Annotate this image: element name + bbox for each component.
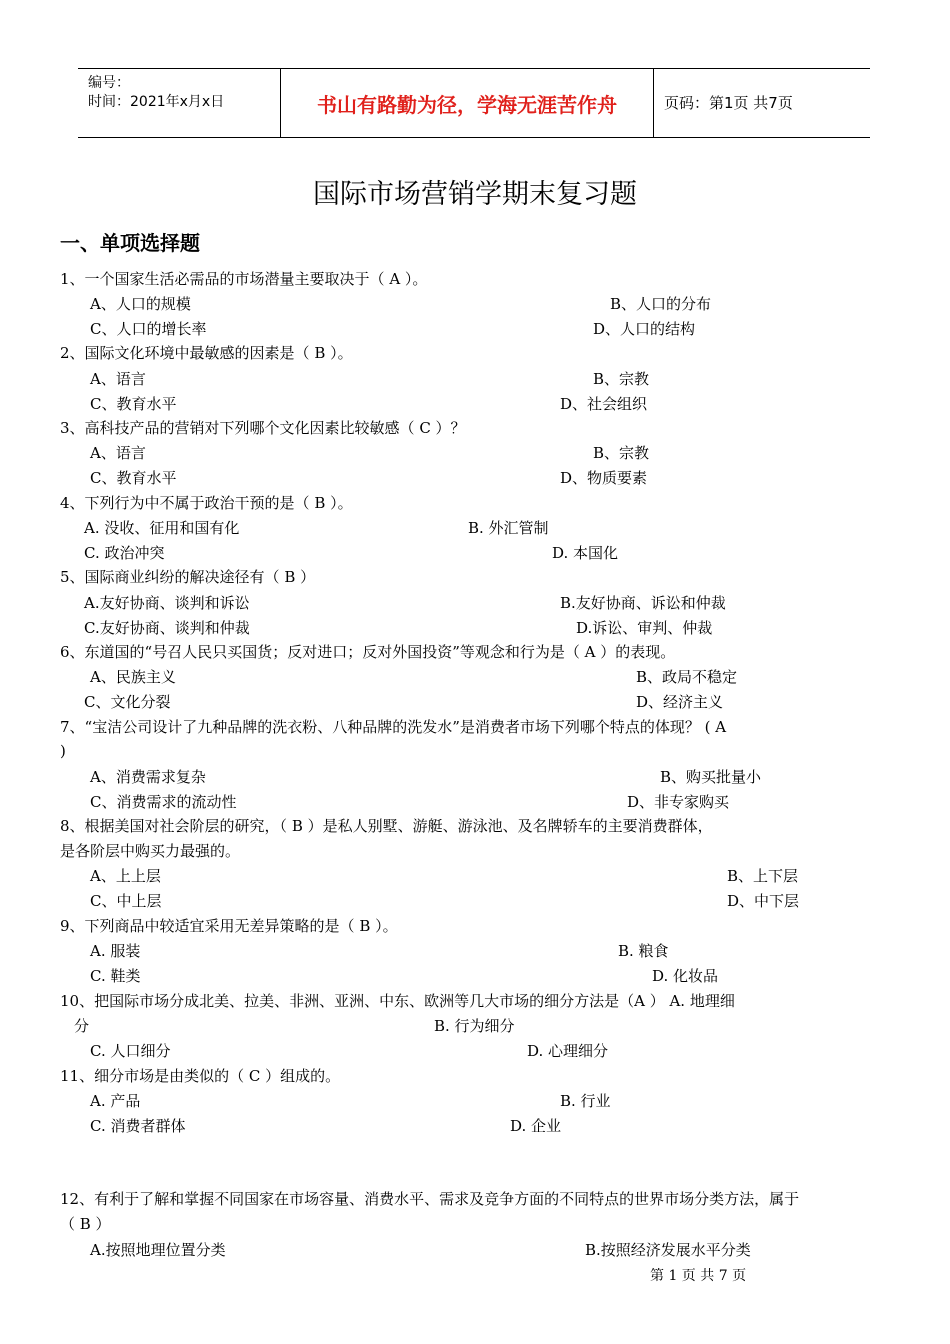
question-line: D、中下层: [727, 892, 800, 910]
question-line: A. 没收、征用和国有化: [84, 519, 240, 537]
page-header: [78, 68, 870, 138]
question-line: C. 消费者群体: [90, 1117, 186, 1135]
question-line: C、教育水平: [90, 469, 177, 487]
question-line: A、语言: [90, 444, 146, 462]
question-line: B、人口的分布: [610, 295, 712, 313]
question-line: 12、有利于了解和掌握不同国家在市场容量、消费水平、需求及竞争方面的不同特点的世界市场分类方法，属于: [60, 1190, 800, 1208]
question-line: A、民族主义: [90, 668, 176, 686]
question-line: D. 企业: [510, 1117, 562, 1135]
question-line: C、消费需求的流动性: [90, 793, 237, 811]
header-page-label: 页码：第1页 共7页: [664, 94, 793, 112]
question-line: 8、根据美国对社会阶层的研究，（ B ）是私人别墅、游艇、游泳池、及名牌轿车的主要消费群体，: [60, 817, 713, 835]
question-line: 11、细分市场是由类似的（ C ）组成的。: [60, 1067, 341, 1085]
question-line: 2、国际文化环境中最敏感的因素是（ B ）。: [60, 344, 353, 362]
question-line: （ B ）: [60, 1215, 111, 1233]
question-line: C、文化分裂: [84, 693, 171, 711]
question-line: D、社会组织: [560, 395, 648, 413]
page-footer: 第 1 页 共 7 页: [650, 1268, 747, 1284]
question-line: D、物质要素: [560, 469, 648, 487]
question-line: 3、高科技产品的营销对下列哪个文化因素比较敏感（ C ）？: [60, 419, 466, 437]
question-line: B. 行为细分: [434, 1017, 515, 1035]
question-line: 是各阶层中购买力最强的。: [60, 842, 241, 860]
question-line: A、人口的规模: [90, 295, 191, 313]
question-line: 分: [74, 1017, 90, 1035]
question-line: D.诉讼、审判、仲裁: [576, 619, 713, 637]
question-line: C、教育水平: [90, 395, 177, 413]
question-line: B、上下层: [727, 867, 799, 885]
question-line: B.按照经济发展水平分类: [585, 1241, 751, 1259]
question-line: D、非专家购买: [627, 793, 730, 811]
document-title: 国际市场营销学期末复习题: [313, 179, 637, 210]
question-line: C. 鞋类: [90, 967, 141, 985]
question-line: 6、东道国的“号召人民只买国货；反对进口；反对外国投资”等观念和行为是（ A ）的表现。: [60, 643, 676, 661]
question-line: B、宗教: [593, 370, 650, 388]
question-line: B、政局不稳定: [636, 668, 738, 686]
question-line: 7、“宝洁公司设计了九种品牌的洗衣粉、八种品牌的洗发水”是消费者市场下列哪个特点的体现？ ( A: [60, 718, 727, 736]
header-motto: 书山有路勤为径，学海无涯苦作舟: [280, 69, 654, 137]
question-line: ): [60, 742, 66, 760]
question-line: B. 行业: [560, 1092, 611, 1110]
question-line: 9、下列商品中较适宜采用无差异策略的是（ B ）。: [60, 917, 398, 935]
question-line: C、人口的增长率: [90, 320, 207, 338]
section-heading: 一、单项选择题: [60, 231, 200, 255]
doc-time-label: 时间：2021年x月x日: [88, 94, 225, 110]
question-line: D、人口的结构: [593, 320, 696, 338]
question-line: 5、国际商业纠纷的解决途径有（ B ）: [60, 568, 316, 586]
question-line: C、中上层: [90, 892, 162, 910]
question-line: A.按照地理位置分类: [90, 1241, 226, 1259]
question-line: B、宗教: [593, 444, 650, 462]
question-line: A. 服装: [90, 942, 141, 960]
question-line: B、购买批量小: [660, 768, 762, 786]
question-line: A.友好协商、谈判和诉讼: [84, 594, 250, 612]
question-line: B. 外汇管制: [468, 519, 549, 537]
question-line: D. 本国化: [552, 544, 619, 562]
question-line: D、经济主义: [636, 693, 724, 711]
question-line: B.友好协商、诉讼和仲裁: [560, 594, 726, 612]
question-line: A、消费需求复杂: [90, 768, 206, 786]
question-line: D. 化妆品: [652, 967, 719, 985]
question-line: 1、一个国家生活必需品的市场潜量主要取决于（ A ）。: [60, 270, 428, 288]
question-line: A、上上层: [90, 867, 161, 885]
header-info-cell: [78, 69, 280, 137]
question-line: 4、下列行为中不属于政治干预的是（ B ）。: [60, 494, 353, 512]
question-line: C.友好协商、谈判和仲裁: [84, 619, 250, 637]
doc-number-label: 编号：: [88, 75, 130, 91]
question-line: A. 产品: [90, 1092, 141, 1110]
question-line: B. 粮食: [618, 942, 669, 960]
question-line: C. 政治冲突: [84, 544, 165, 562]
question-line: C. 人口细分: [90, 1042, 171, 1060]
question-line: 10、把国际市场分成北美、拉美、非洲、亚洲、中东、欧洲等几大市场的细分方法是（A ） A. 地理细: [60, 992, 735, 1010]
question-line: D. 心理细分: [527, 1042, 609, 1060]
question-line: A、语言: [90, 370, 146, 388]
